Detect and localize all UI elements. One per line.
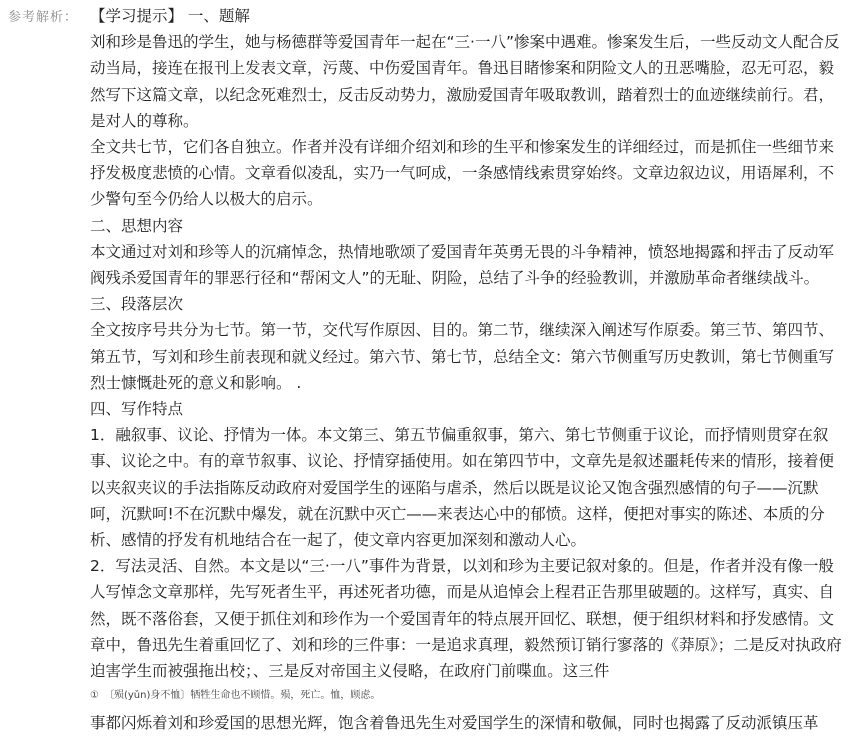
paragraph-continuation: 事都闪烁着刘和珍爱国的思想光辉，饱含着鲁迅先生对爱国学生的深情和敬佩，同时也揭露了反动派镇压革 <box>90 714 819 733</box>
paragraph-feature-1: 1．融叙事、议论、抒情为一体。本文第三、第五节偏重叙事，第六、第七节侧重于议论，而抒情则贯穿在叙事、议论之中。有的章节叙事、议论、抒情穿插使用。如在第四节中，文章先是叙述噩耗传来的情形，接着便以夹叙夹议的手法指陈反动政府对爱国学生的诬陷与虐杀，然后以既是议论又饱含强烈感情的句子——沉默呵，沉默呵!不在沉默中爆发，就在沉默中灭亡——来表达心中的郁愤。这样，便把对事实的陈述、本质的分析、感情的抒发有机地结合在一起了，使文章内容更加深刻和激动人心。 <box>90 426 835 550</box>
footnote: ① 〔殒(yǔn)身不恤〕牺牲生命也不顾惜。殒，死亡。恤，顾虑。 <box>90 690 381 702</box>
analysis-content <box>90 3 845 736</box>
paragraph-title-explanation: 刘和珍是鲁迅的学生，她与杨德群等爱国青年一起在“三·一八”惨案中遇难。惨案发生后，一些反动文人配合反动当局，接连在报刊上发表文章，污蔑、中伤爱国青年。鲁迅目睹惨案和阴险文人的丑恶嘴脸，忍无可忍，毅然写下这篇文章，以纪念死难烈士，反击反动势力，激励爱国青年吸取教训，踏着烈士的血迹继续前行。君，是对人的尊称。 <box>90 33 840 130</box>
reference-analysis-label: 参考解析： <box>8 10 79 25</box>
paragraph-thought-content: 本文通过对刘和珍等人的沉痛悼念，热情地歌颂了爱国青年英勇无畏的斗争精神，愤怒地揭露和抨击了反动军阀残杀爱国青年的罪恶行径和“帮闲文人”的无耻、阴险，总结了斗争的经验教训，并激励革命者继续战斗。 <box>90 242 835 288</box>
heading-paragraph-levels: 三、段落层次 <box>90 295 184 314</box>
heading-writing-features: 四、写作特点 <box>90 400 184 419</box>
paragraph-feature-2: 2．写法灵活、自然。本文是以“三·一八”事件为背景，以刘和珍为主要记叙对象的。但是，作者并没有像一般人写悼念文章那样，先写死者生平，再述死者功德，而是从追悼会上程君正告那里破题的。这样写，真实、自然，既不落俗套，又便于抓住刘和珍作为一个爱国青年的特点展开回忆、联想，便于组织材料和抒发感情。文章中，鲁迅先生着重回忆了、刘和珍的三件事：一是追求真理，毅然预订销行寥落的《莽原》；二是反对执政府迫害学生而被强拖出校；、三是反对帝国主义侵略，在政府门前喋血。这三件 <box>90 557 842 681</box>
paragraph-structure-summary: 全文共七节，它们各自独立。作者并没有详细介绍刘和珍的生平和惨案发生的详细经过，而是抓住一些细节来抒发极度悲愤的心情。文章看似凌乱，实乃一气呵成，一条感情线索贯穿始终。文章边叙边议，用语犀利，不少警句至今仍给人以极大的启示。 <box>90 138 835 209</box>
heading-study-tips: 【学习提示】 一、题解 <box>90 7 250 25</box>
paragraph-levels: 全文按序号共分为七节。第一节，交代写作原因、目的。第二节，继续深入阐述写作原委。第三节、第四节、第五节，写刘和珍生前表现和就义经过。第六节、第七节，总结全文：第六节侧重写历史教训，第七节侧重写烈士慷慨赴死的意义和影响。 . <box>90 321 835 392</box>
heading-thought-content: 二、思想内容 <box>90 216 184 235</box>
